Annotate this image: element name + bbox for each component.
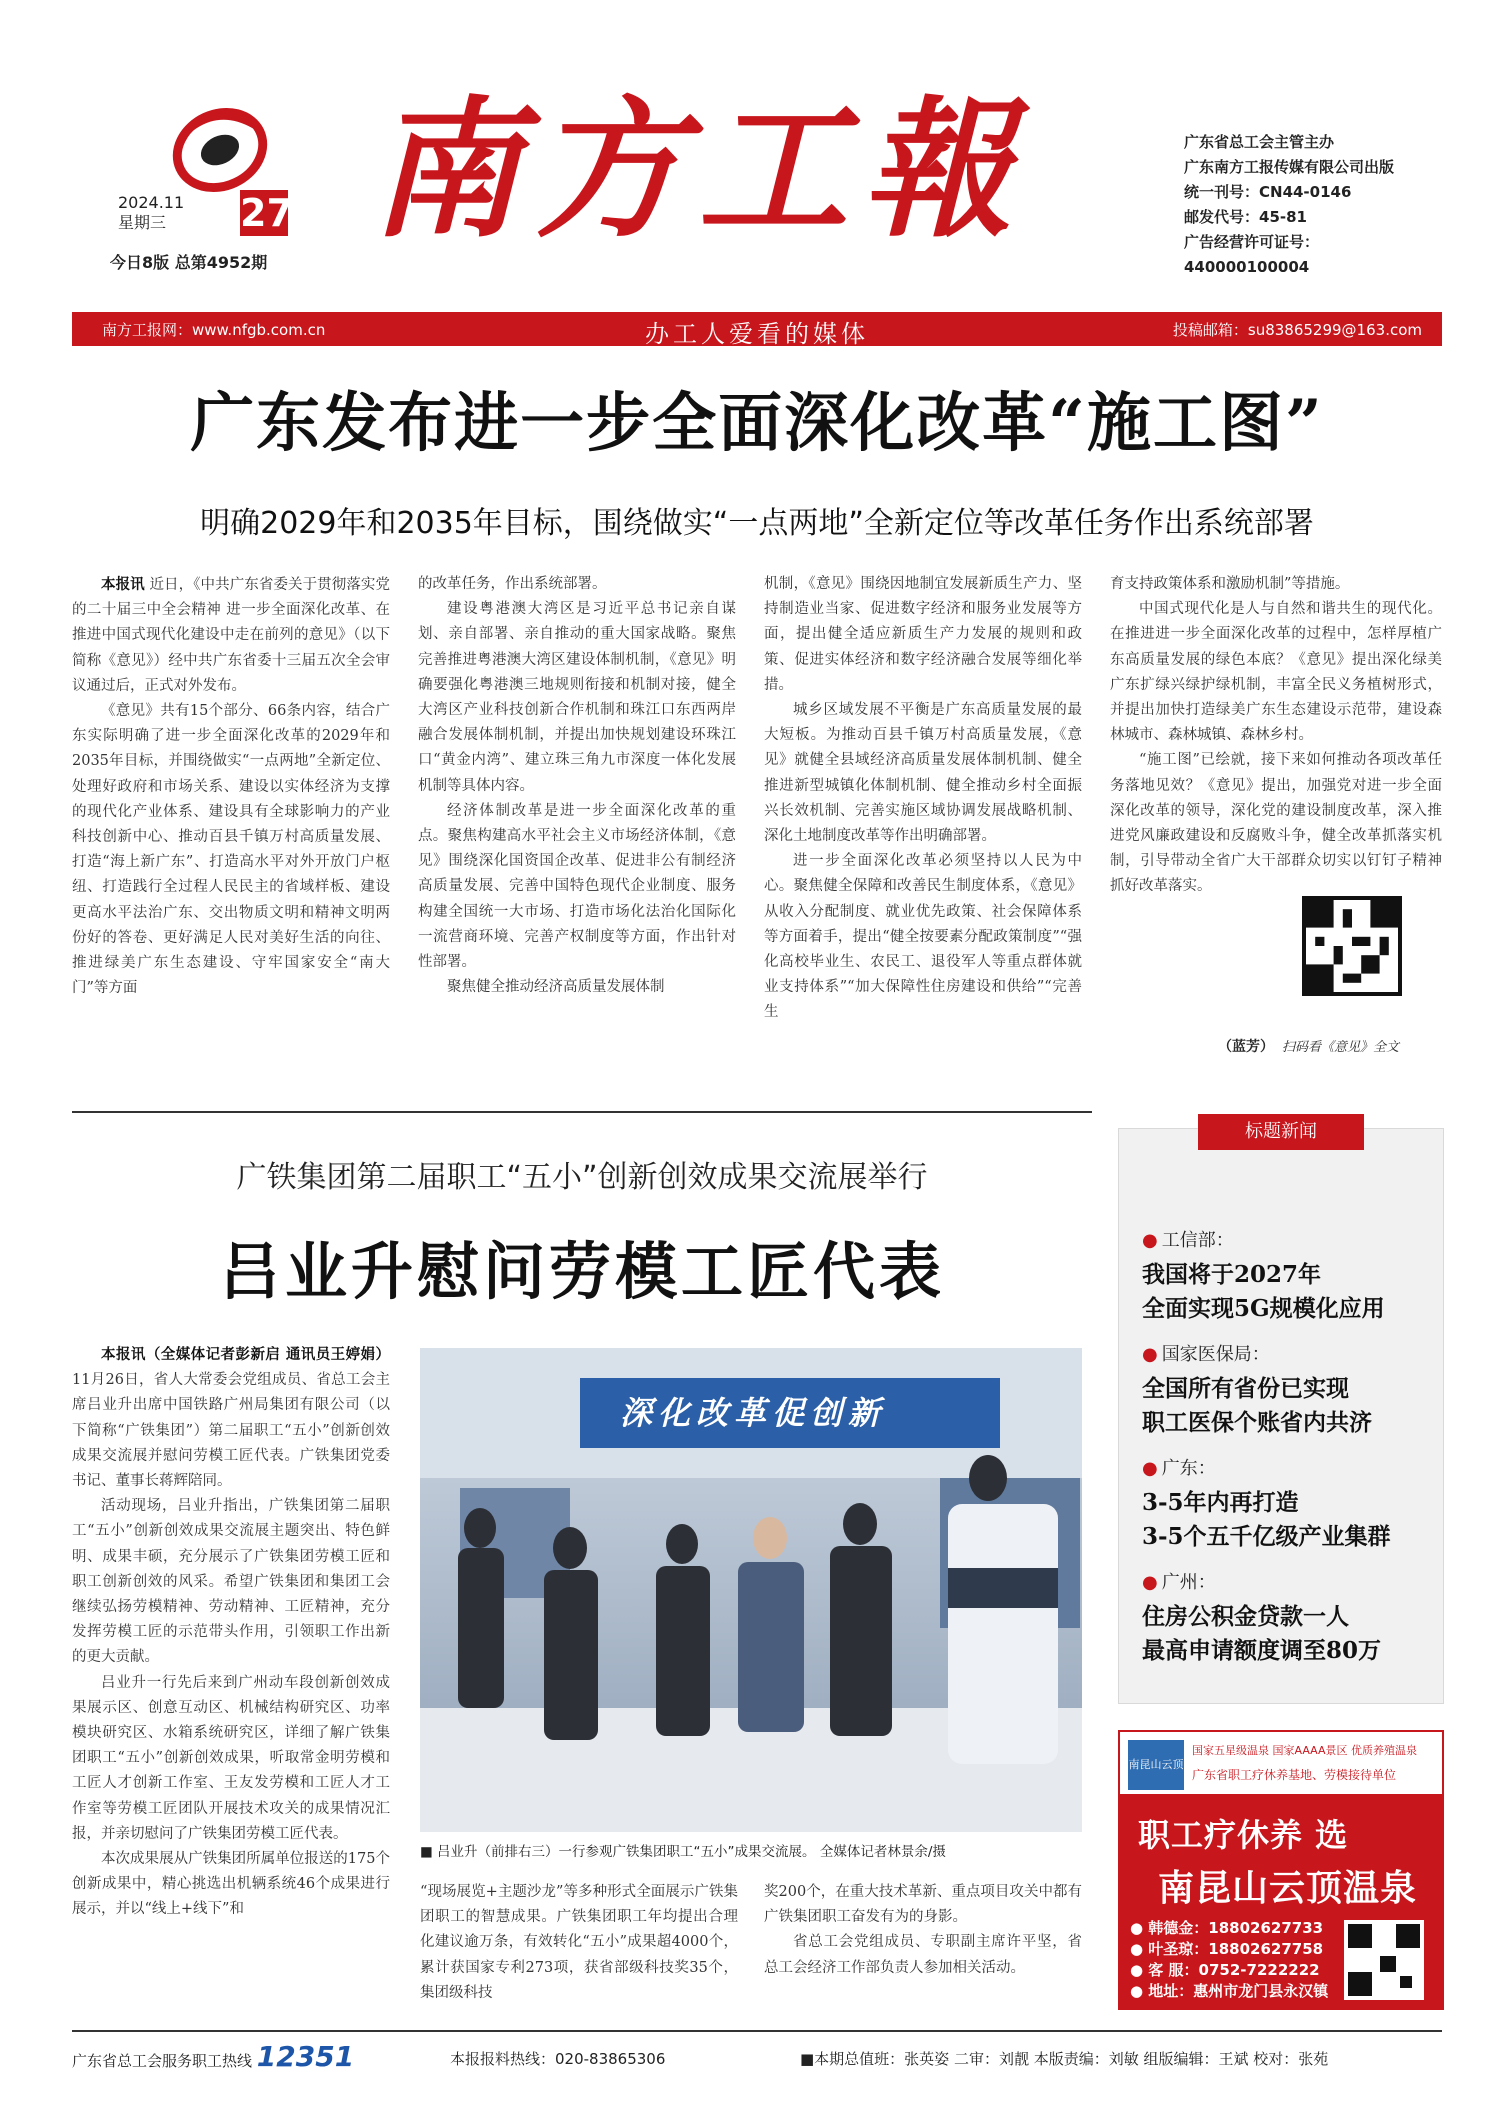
news-source: ● 广东： [1142, 1454, 1432, 1480]
lead-subhead: 明确2029年和2035年目标，围绕做实“一点两地”全新定位等改革任务作出系统部署 [200, 506, 1314, 541]
hotline-logo: 12351 [256, 2040, 355, 2073]
masthead-bar [72, 312, 1442, 346]
publisher-line: 广东省总工会主管主办 [1184, 133, 1335, 151]
second-column-2 [420, 1880, 738, 2006]
ad-header [1118, 1730, 1444, 1796]
website-link[interactable]: 南方工报网：www.nfgb.com.cn [102, 321, 326, 339]
lead-column-4 [1110, 572, 1442, 900]
news-title-line: 我国将于2027年 [1142, 1261, 1322, 1288]
news-source: ● 国家医保局： [1142, 1340, 1432, 1366]
article-paragraph: 机制，《意见》围绕因地制宜发展新质生产力、坚持制造业当家、促进数字经济和服务业发展等方面，提出健全适应新质生产力发展的规则和政策、促进实体经济和数字经济融合发展等细化举措。 [764, 576, 1082, 693]
article-paragraph: “现场展览+主题沙龙”等多种形式全面展示广铁集团职工的智慧成果。广铁集团职工年均提出合理化建议逾万条，有效转化“五小”成果超4000个，累计获国家专利273项，获省部级科技奖35个，集团级科技 [420, 1884, 738, 2001]
article-paragraph: 育支持政策体系和激励机制”等措施。 [1110, 576, 1350, 592]
photo-caption: ■ 吕业升（前排右三）一行参观广铁集团职工“五小”成果交流展。 全媒体记者林景余/摄 [420, 1844, 946, 1860]
news-source: ● 工信部： [1142, 1226, 1432, 1252]
footer-hotline: 广东省总工会服务职工热线 12351 [72, 2040, 355, 2073]
news-source: ● 广州： [1142, 1568, 1432, 1594]
footer-rule [72, 2030, 1442, 2032]
publisher-line: 440000100004 [1184, 258, 1310, 276]
headline-news-item[interactable] [1142, 1340, 1432, 1440]
article-paragraph: 城乡区域发展不平衡是广东高质量发展的最大短板。为推动百县千镇万村高质量发展，《意见》就健全县域经济高质量发展体制机制、健全推进新型城镇化体制机制、健全推动乡村全面振兴长效机制、完善实施区域协调发展战略机制、深化土地制度改革等作出明确部署。 [764, 702, 1082, 845]
article-paragraph: 本报讯 近日，《中共广东省委关于贯彻落实党的二十届三中全会精神 进一步全面深化改革、在推进中国式现代化建设中走在前列的意见》（以下简称《意见》）经中共广东省委十三届五次全会审议通过后，正式对外发布。 [72, 576, 391, 694]
article-paragraph: 经济体制改革是进一步全面深化改革的重点。聚焦构建高水平社会主义市场经济体制，《意见》围绕深化国资国企改革、促进非公有制经济高质量发展、完善中国特色现代企业制度、服务构建全国统一大市场、打造市场化法治化国际化一流营商环境、完善产权制度等方面，作出针对性部署。 [418, 802, 736, 971]
publisher-line: 广告经营许可证号： [1184, 233, 1320, 251]
ad-contact-line: ● 叶圣琼：18802627758 [1130, 1940, 1324, 1958]
news-title-line: 最高申请额度调至80万 [1142, 1637, 1382, 1664]
second-kicker: 广铁集团第二届职工“五小”创新创效成果交流展举行 [236, 1160, 928, 1195]
article-paragraph: 吕业升一行先后来到广州动车段创新创效成果展示区、创意互动区、机械结构研究区、功率模块研究区、水箱系统研究区，详细了解广铁集团职工“五小”创新创效成果，听取常金明劳模和工匠人才创新工作室、王友发劳模和工匠人才工作室等劳模工匠团队开展技术攻关的成果情况汇报，并亲切慰问了广铁集团劳模工匠代表。 [72, 1674, 390, 1842]
slogan: 办工人爱看的媒体 [645, 320, 869, 348]
second-column-1 [72, 1342, 390, 1923]
news-title-line: 3-5年内再打造 [1142, 1489, 1299, 1516]
news-title-line: 全面实现5G规模化应用 [1142, 1295, 1385, 1322]
ad-headline-2: 南昆山云顶温泉 [1158, 1867, 1418, 1909]
photo-banner-text: 深化改革促创新 [620, 1394, 887, 1432]
article-paragraph: 《意见》共有15个部分、66条内容，结合广东实际明确了进一步全面深化改革的2029年和2035年目标，并围绕做实“一点两地”全新定位、处理好政府和市场关系、建设以实体经济为支撑的现代化产业体系、建设具有全球影响力的产业科技创新中心、推动百县千镇万村高质量发展、打造“海上新广东”、打造高水平对外开放门户枢纽、打造践行全过程人民民主的省域样板、建设更高水平法治广东、交出物质文明和精神文明两份好的答卷、更好满足人民对美好生活的向往、推进绿美广东生态建设、守牢国家安全“南大门”等方面 [72, 703, 390, 997]
ad-contact-line: ● 地址：惠州市龙门县永汉镇 [1130, 1982, 1329, 2000]
hot-spring-ad[interactable] [1118, 1730, 1444, 2010]
footer-tipline: 本报报料热线：020-83865306 [450, 2050, 666, 2068]
publisher-line: 广东南方工报传媒有限公司出版 [1184, 158, 1395, 176]
footer-credits: ■本期总值班：张英姿 二审：刘靓 本版责编：刘敏 组版编辑：王斌 校对：张苑 [800, 2050, 1329, 2068]
issue-date: 2024.11 星期三 [118, 193, 185, 232]
ad-contact-line: ● 客 服：0752-7222222 [1130, 1961, 1320, 1979]
newspaper-title: 南方工報 [370, 82, 1027, 258]
issue-day: 27 [240, 191, 293, 235]
news-title-line: 住房公积金贷款一人 [1142, 1603, 1349, 1630]
paragraph-lead: 本报讯 [101, 576, 145, 593]
publisher-info [1184, 130, 1394, 280]
issue-number: 今日8版 总第4952期 [110, 253, 268, 272]
ad-tagline-2: 广东省职工疗休养基地、劳模接待单位 [1192, 1768, 1397, 1782]
article-paragraph: “施工图”已绘就，接下来如何推动各项改革任务落地见效？《意见》提出，加强党对进一步全面深化改革的领导，深化党的建设制度改革，深入推进党风廉政建设和反腐败斗争，健全改革抓落实机制，引导带动全省广大干部群众切实以钉钉子精神抓好改革落实。 [1110, 752, 1442, 895]
headline-news-item[interactable] [1142, 1568, 1432, 1668]
news-title-line: 全国所有省份已实现 [1142, 1375, 1349, 1402]
paragraph-lead: 本报讯（全媒体记者彭新启 通讯员王婷娟） [101, 1346, 390, 1363]
ad-brand-logo: 南昆山云顶 [1128, 1740, 1184, 1790]
headline-news-item[interactable] [1142, 1454, 1432, 1554]
lead-column-3 [764, 572, 1082, 1026]
second-headline: 吕业升慰问劳模工匠代表 [218, 1235, 945, 1308]
article-paragraph: 进一步全面深化改革必须坚持以人民为中心。聚焦健全保障和改善民生制度体系，《意见》从收入分配制度、就业优先政策、社会保障体系等方面着手，提出“健全按要素分配政策制度”“强化高校毕业生、农民工、退役军人等重点群体就业支持体系”“加大保障性住房建设和供给”“完善生 [764, 853, 1082, 1021]
newspaper-logo-icon [160, 100, 270, 200]
headline-news-tab: 标题新闻 [1198, 1114, 1364, 1150]
submission-email[interactable]: 投稿邮箱：su83865299@163.com [1172, 321, 1422, 339]
article-paragraph: 聚焦健全推动经济高质量发展体制 [447, 979, 665, 996]
news-title-line: 职工医保个账省内共济 [1142, 1409, 1372, 1436]
qr-caption: 扫码看《意见》全文 [1282, 1040, 1400, 1055]
article-paragraph: 中国式现代化是人与自然和谐共生的现代化。在推进进一步全面深化改革的过程中，怎样厚植广东高质量发展的绿色本底？《意见》提出深化绿美广东扩绿兴绿护绿机制，丰富全民义务植树形式，并提出加快打造绿美广东生态建设示范带，建设森林城市、森林城镇、森林乡村。 [1110, 601, 1442, 744]
article-paragraph: 本报讯（全媒体记者彭新启 通讯员王婷娟） 11月26日，省人大常委会党组成员、省总工会主席吕业升出席中国铁路广州局集团有限公司（以下简称“广铁集团”）第二届职工“五小”创新创效成果交流展并慰问劳模工匠代表。广铁集团党委书记、董事长蒋辉陪同。 [72, 1346, 390, 1490]
news-photo [420, 1348, 1082, 1832]
ad-qr-code-icon[interactable] [1344, 1920, 1424, 2000]
ad-headline-1: 职工疗休养 选 [1138, 1816, 1349, 1854]
ad-contacts [1130, 1918, 1328, 2002]
article-paragraph: 建设粤港澳大湾区是习近平总书记亲自谋划、亲自部署、亲自推动的重大国家战略。聚焦完善推进粤港澳大湾区建设体制机制，《意见》明确要强化粤港澳三地规则衔接和机制对接，健全大湾区产业科技创新合作机制和珠江口东西两岸融合发展体制机制，并提出加快规划建设环珠江口“黄金内湾”、建立珠三角九市深度一体化发展机制等具体内容。 [418, 601, 736, 794]
lead-headline: 广东发布进一步全面深化改革“施工图” [190, 386, 1324, 461]
publisher-line: 邮发代号：45-81 [1184, 208, 1307, 226]
article-paragraph: 省总工会党组成员、专职副主席许平坚，省总工会经济工作部负责人参加相关活动。 [764, 1934, 1082, 1976]
lead-byline: （蓝芳） [1218, 1039, 1274, 1055]
section-divider [72, 1111, 1092, 1113]
ad-tagline-1: 国家五星级温泉 国家AAAA景区 优质养殖温泉 [1192, 1744, 1418, 1757]
qr-code-icon[interactable] [1302, 896, 1402, 996]
headline-news-item[interactable] [1142, 1226, 1432, 1326]
second-column-3 [764, 1880, 1082, 1981]
article-paragraph: 的改革任务，作出系统部署。 [418, 576, 607, 592]
article-paragraph: 奖200个，在重大技术革新、重点项目攻关中都有广铁集团职工奋发有为的身影。 [764, 1884, 1082, 1926]
ad-contact-line: ● 韩德金：18802627733 [1130, 1919, 1324, 1937]
news-title-line: 3-5个五千亿级产业集群 [1142, 1523, 1391, 1550]
lead-column-2 [418, 572, 736, 1000]
article-paragraph: 活动现场，吕业升指出，广铁集团第二届职工“五小”创新创效成果交流展主题突出、特色鲜明、成果丰硕，充分展示了广铁集团劳模工匠和职工创新创效的风采。希望广铁集团和集团工会继续弘扬劳模精神、劳动精神、工匠精神，充分发挥劳模工匠的示范带头作用，引领职工作出新的更大贡献。 [72, 1498, 390, 1666]
lead-column-1 [72, 572, 390, 1001]
article-paragraph: 本次成果展从广铁集团所属单位报送的175个创新成果中，精心挑选出机辆系统46个成果进行展示，并以“线上+线下”和 [72, 1851, 390, 1918]
publisher-line: 统一刊号：CN44-0146 [1184, 183, 1352, 201]
